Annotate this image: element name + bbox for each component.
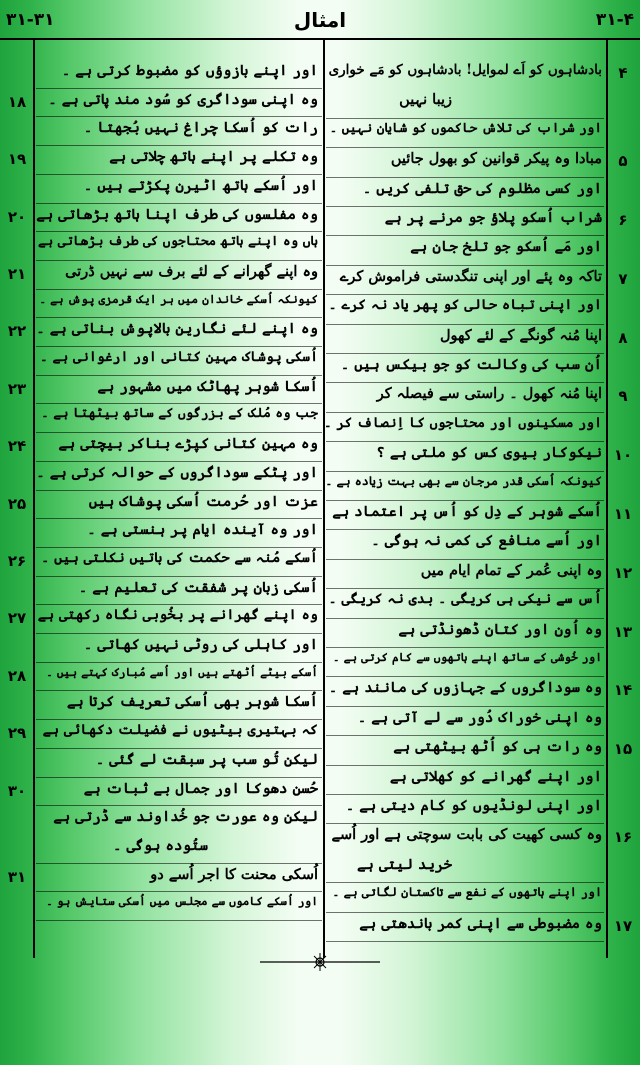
verse-line: اور اپنے ہاتھوں کے نفع سے تاکستان لگاتی ہے ۔ (332, 885, 602, 900)
row-separator (326, 294, 604, 295)
verse-number: ۱۰ (613, 446, 633, 465)
verse-line: اُسکے شوہر کے دِل کو اُس پر اعتماد ہے (332, 503, 602, 520)
verse-line: اور اُسے منافع کی کمی نہ ہوگی ۔ (371, 532, 602, 550)
ornament-divider-icon (260, 950, 380, 974)
verse-number: ۳۰ (7, 781, 27, 800)
verse-line: اُسکی محنت کا اجر اُسے دو (150, 865, 318, 883)
row-separator (326, 794, 604, 795)
verse-number: ۱۹ (7, 150, 27, 169)
verse-line: وہ اپنی خوراک دُور سے لے آتی ہے ۔ (357, 708, 602, 726)
verse-number: ۵ (618, 152, 628, 171)
row-separator (36, 920, 322, 921)
verse-line: وہ رات ہی کو اُٹھ بیٹھتی ہے (393, 738, 602, 756)
verse-number: ۹ (618, 387, 628, 406)
verse-line: وہ اپنی عُمر کے تمام ایام میں (420, 561, 602, 579)
row-separator (326, 618, 604, 619)
verse-line: وہ اپنی سوداگری کو سُود مند پاتی ہے ۔ (48, 90, 318, 108)
row-separator (36, 346, 322, 347)
verse-number: ۲۶ (7, 551, 27, 570)
row-separator (36, 490, 322, 491)
verse-number: ۱۲ (613, 563, 633, 582)
verse-number: ۱۸ (7, 92, 27, 111)
row-separator (36, 88, 322, 89)
row-separator (326, 118, 604, 119)
row-separator (36, 317, 322, 318)
verse-line: اور اپنے گھرانے کو کھلاتی ہے (389, 767, 602, 785)
row-separator (36, 748, 322, 749)
row-separator (36, 690, 322, 691)
row-separator (326, 324, 604, 325)
row-separator (36, 576, 322, 577)
verse-line: کہ بہتیری بیٹیوں نے فضیلت دکھائی ہے (42, 722, 318, 739)
verse-line: اُسکا شوہر پھاٹک میں مشہور ہے (97, 377, 318, 395)
row-separator (326, 206, 604, 207)
verse-line: اور پٹکے سوداگروں کے حوالہ کرتی ہے ۔ (36, 463, 318, 481)
verse-line: اُسکا شوہر بھی اُسکی تعریف کرتا ہے (66, 693, 318, 711)
row-separator (326, 529, 604, 530)
row-separator (326, 382, 604, 383)
verse-line: وہ اپنے لئے نگارین بالاپوش بناتی ہے ۔ (36, 320, 318, 338)
chapter-verse-range-right: ۳۱-۴ (595, 10, 634, 30)
verse-number: ۱۱ (613, 505, 633, 523)
verse-number: ۸ (618, 328, 628, 347)
row-separator (326, 147, 604, 148)
verse-number: ۴ (618, 64, 628, 82)
row-separator (326, 412, 604, 413)
row-separator (36, 719, 322, 720)
row-separator (326, 177, 604, 178)
verse-number: ۲۰ (7, 207, 27, 226)
row-separator (36, 633, 322, 634)
verse-line: اور اپنی لونڈیوں کو کام دیتی ہے ۔ (345, 797, 602, 814)
row-separator (36, 863, 322, 864)
verse-line: اور وہ آیندہ ایام پر ہنستی ہے ۔ (87, 521, 318, 539)
verse-line: لیکن تُو سب پر سبقت لے گئی ۔ (95, 750, 318, 768)
row-separator (36, 461, 322, 462)
verse-line: جب وہ مُلک کے بزرگوں کے ساتھ بیٹھتا ہے ۔ (41, 406, 318, 422)
row-separator (36, 203, 322, 204)
chapter-verse-range-left: ۳۱-۳۱ (6, 10, 55, 30)
row-separator (36, 662, 322, 663)
row-separator (326, 765, 604, 766)
verse-line: نیکوکار بیوی کس کو ملتی ہے ؟ (376, 444, 602, 462)
row-separator (326, 941, 604, 942)
verse-line: وہ اپنے گھرانے پر بخُوبی نگاہ رکھتی ہے (37, 607, 318, 624)
verse-number: ۱۳ (613, 622, 633, 641)
verse-line: زیبا نہیں (399, 91, 452, 109)
verse-line: ہاں وہ اپنے ہاتھ محتاجوں کی طرف بڑھاتی ہے (38, 234, 318, 250)
verse-number: ۷ (618, 269, 628, 288)
verse-line: خرید لیتی ہے (356, 855, 452, 873)
row-separator (326, 912, 604, 913)
row-separator (36, 145, 322, 146)
verse-line: اور کسی مظلوم کی حق تلفی کریں ۔ (362, 179, 602, 197)
row-separator (326, 471, 604, 472)
verse-line: وہ اُون اور کتان ڈھونڈتی ہے (398, 620, 602, 638)
verse-line: اپنا مُنہ گونگے کے لئے کھول (440, 326, 602, 344)
row-separator (326, 353, 604, 354)
verse-line: اور مسکینوں اور محتاجوں کا اِنصاف کر ۔ (323, 414, 602, 431)
verse-number: ۳۱ (7, 867, 27, 886)
verse-number: ۲۵ (7, 494, 27, 513)
row-separator (326, 647, 604, 648)
verse-line: اور اُسکے ہاتھ اٹیرن پکڑتے ہیں ۔ (83, 176, 318, 194)
verse-line: وہ تکلے پر اپنے ہاتھ چلاتی ہے (109, 148, 318, 166)
verse-line: وہ مضبوطی سے اپنی کمر باندھتی ہے (359, 914, 602, 932)
verse-number: ۱۵ (613, 740, 633, 759)
row-separator (36, 375, 322, 376)
verse-line: اور خُوشی کے ساتھ اپنے ہاتھوں سے کام کرتی ہے ۔ (332, 650, 602, 664)
verse-line: اور اُسکے کاموں سے مجلس میں اُسکی ستایش ہو ۔ (46, 894, 318, 909)
verse-line: اُسکی زبان پر شفقت کی تعلیم ہے ۔ (78, 578, 318, 596)
verse-line: تاکہ وہ پئے اور اپنی تنگدستی فراموش کرے (339, 267, 602, 285)
verse-line: وہ مہین کتانی کپڑے بناکر بیچتی ہے (58, 435, 318, 453)
row-separator (326, 706, 604, 707)
row-separator (36, 116, 322, 117)
verse-number: ۲۹ (7, 724, 27, 743)
verse-line: وہ کسی کھیت کی بابت سوچتی ہے اور اُسے (331, 826, 602, 844)
row-separator (326, 235, 604, 236)
right-margin-rule (606, 40, 608, 958)
row-separator (326, 676, 604, 677)
verse-line: اُسکے بیٹے اُٹھتے ہیں اور اُسے مُبارک کہتے ہیں ۔ (46, 664, 318, 679)
header-rule (0, 38, 640, 40)
verse-number: ۲۲ (7, 322, 27, 341)
left-margin-rule (33, 40, 35, 958)
verse-number: ۶ (618, 211, 628, 229)
row-separator (36, 547, 322, 548)
column-divider (323, 40, 325, 958)
verse-line: لیکن وہ عورت جو خُداوند سے ڈرتی ہے (53, 808, 318, 826)
verse-line: اور کاہلی کی روٹی نہیں کھاتی ۔ (83, 636, 318, 653)
row-separator (36, 604, 322, 605)
verse-line: اور مَے اُسکو جو تلخ جان ہے (410, 238, 602, 256)
verse-line: رات کو اُسکا چراغ نہیں بُجھتا ۔ (83, 119, 318, 137)
row-separator (326, 265, 604, 266)
verse-number: ۲۸ (7, 666, 27, 685)
verse-line: کیونکہ اُسکی قدر مرجان سے بھی بہت زیادہ ہے ۔ (325, 473, 602, 488)
verse-line: حُسن دھوکا اور جمال بے ثبات ہے (83, 779, 318, 797)
verse-number: ۱۴ (613, 681, 633, 700)
verse-line: اُس سے نیکی ہی کریگی ۔ بدی نہ کریگی ۔ (328, 591, 602, 608)
verse-line: وہ اپنے گھرانے کے لئے برف سے نہیں ڈرتی (65, 262, 318, 280)
verse-line: اُسکے مُنہ سے حکمت کی باتیں نکلتی ہیں ۔ (41, 549, 318, 566)
verse-line: اور شراب کی تلاش حاکموں کو شایان نہیں ۔ (329, 120, 602, 136)
row-separator (36, 805, 322, 806)
row-separator (36, 289, 322, 290)
row-separator (326, 823, 604, 824)
verse-line: کیونکہ اُسکے خاندان میں ہر ایک قرمزی پوش ہے ۔ (39, 291, 318, 306)
verse-line: عزت اور حُرمت اُسکی پوشاک ہیں (88, 492, 318, 510)
row-separator (36, 260, 322, 261)
row-separator (36, 432, 322, 433)
verse-line: اپنا مُنہ کھول ۔ راستی سے فیصلہ کر (376, 385, 602, 403)
row-separator (36, 891, 322, 892)
verse-line: مبادا وہ پیکر قوانین کو بھول جائیں (390, 150, 602, 168)
verse-number: ۲۳ (7, 379, 27, 398)
row-separator (326, 882, 604, 883)
verse-number: ۲۱ (7, 264, 27, 283)
verse-number: ۲۴ (7, 437, 27, 456)
row-separator (36, 518, 322, 519)
verse-line: ستُودہ ہوگی ۔ (112, 836, 208, 854)
verse-line: اُن سب کی وکالت کو جو بیکس ہیں ۔ (340, 356, 602, 373)
verse-line: وہ مفلسوں کی طرف اپنا ہاتھ بڑھاتی ہے (36, 205, 318, 223)
verse-line: بادشاہوں کو اَے لموایل! بادشاہوں کو مَے خواری (328, 62, 602, 78)
row-separator (36, 777, 322, 778)
row-separator (36, 174, 322, 175)
row-separator (326, 500, 604, 501)
verse-number: ۱۶ (613, 828, 633, 847)
page-title: امثال (293, 8, 347, 32)
verse-line: اور اپنے بازوؤں کو مضبوط کرتی ہے ۔ (61, 62, 318, 79)
verse-number: ۱۷ (613, 916, 633, 935)
row-separator (326, 441, 604, 442)
verse-line: اُسکی پوشاک مہین کتانی اور ارغوانی ہے ۔ (39, 349, 318, 365)
row-separator (326, 735, 604, 736)
row-separator (326, 559, 604, 560)
verse-line: شراب اُسکو پلاؤ جو مرنے پر ہے (384, 209, 602, 226)
verse-line: وہ سوداگروں کے جہازوں کی مانند ہے ۔ (328, 679, 602, 697)
row-separator (36, 403, 322, 404)
verse-number: ۲۷ (7, 609, 27, 628)
row-separator (36, 231, 322, 232)
row-separator (326, 588, 604, 589)
verse-line: اور اپنی تباہ حالی کو پھر یاد نہ کرے ۔ (328, 297, 602, 314)
